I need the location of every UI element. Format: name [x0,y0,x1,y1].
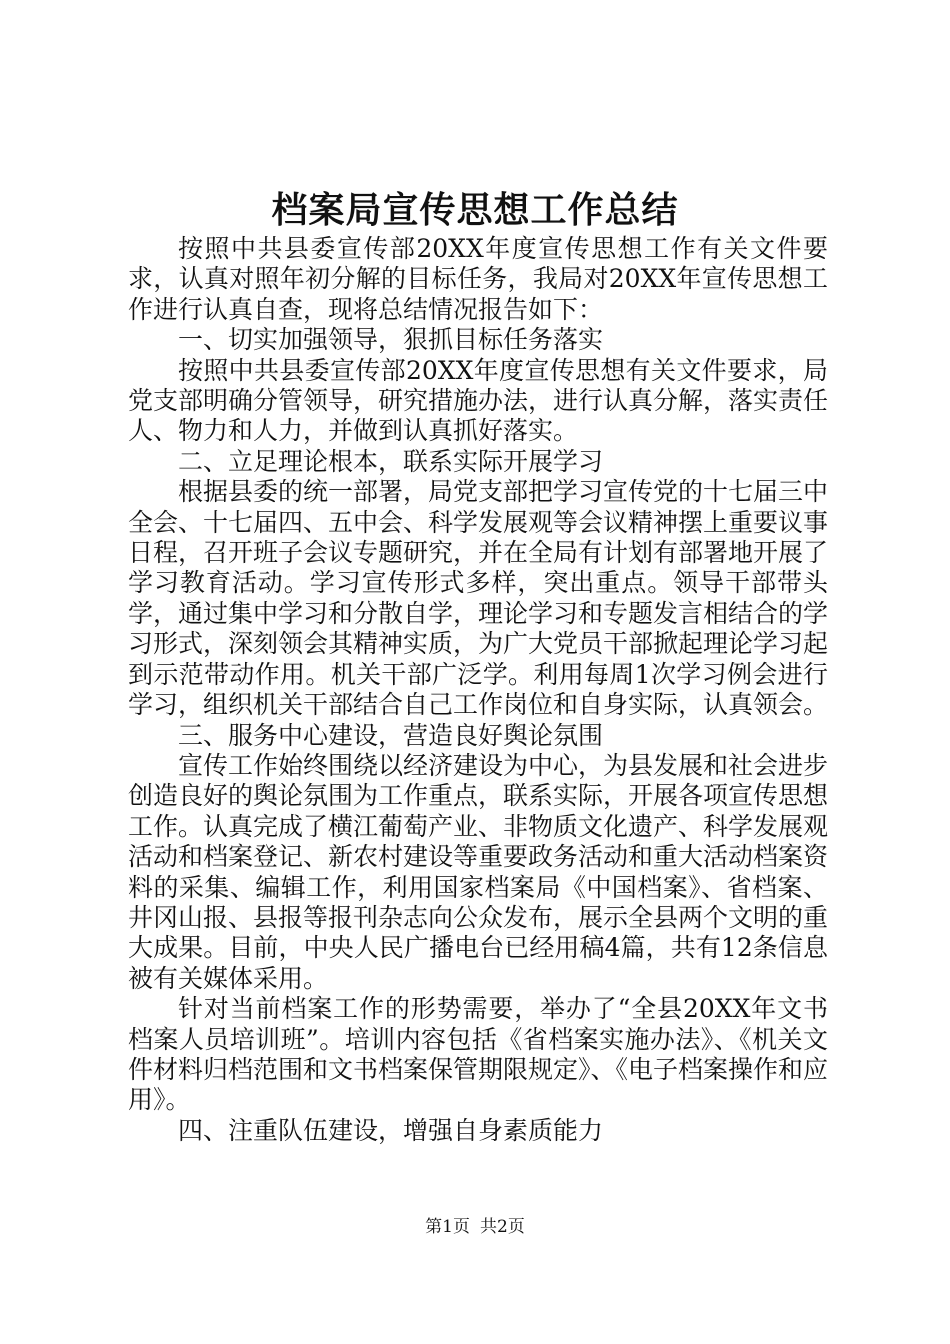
page-number-current: 第1页 [425,1217,470,1237]
document-body [128,234,828,1146]
section-paragraph-1: 按照中共县委宣传部20XX年度宣传思想有关文件要求，局党支部明确分管领导，研究措施办法，进行认真分解，落实责任人、物力和人力，并做到认真抓好落实。 [128,355,829,446]
section-heading-4: 四、注重队伍建设，增强自身素质能力 [178,1115,604,1145]
section-heading-2: 二、立足理论根本，联系实际开展学习 [178,446,604,476]
section-heading-3: 三、服务中心建设，营造良好舆论氛围 [178,720,604,750]
section-heading-1: 一、切实加强领导，狠抓目标任务落实 [178,325,604,355]
section-paragraph-3b: 针对当前档案工作的形势需要，举办了“全县20XX年文书档案人员培训班”。培训内容包括《省档案实施办法》、《机关文件材料归档范围和文书档案保管期限规定》、《电子档案操作和应用》。 [128,994,829,1115]
page-number-total: 共2页 [480,1217,525,1237]
section-paragraph-2: 根据县委的统一部署，局党支部把学习宣传党的十七届三中全会、十七届四、五中会、科学发展观等会议精神摆上重要议事日程，召开班子会议专题研究，并在全局有计划有部署地开展了学习教育活动。学习宣传形式多样，突出重点。领导干部带头学，通过集中学习和分散自学，理论学习和专题发言相结合的学习形式，深刻领会其精神实质，为广大党员干部掀起理论学习起到示范带动作用。机关干部广泛学。利用每周1次学习例会进行学习，组织机关干部结合自己工作岗位和自身实际，认真领会。 [128,477,829,720]
document-title: 档案局宣传思想工作总结 [271,189,679,231]
section-paragraph-3: 宣传工作始终围绕以经济建设为中心，为县发展和社会进步创造良好的舆论氛围为工作重点，联系实际，开展各项宣传思想工作。认真完成了横江葡萄产业、非物质文化遗产、科学发展观活动和档案登记、新农村建设等重要政务活动和重大活动档案资料的采集、编辑工作，利用国家档案局《中国档案》、省档案、井冈山报、县报等报刊杂志向公众发布，展示全县两个文明的重大成果。目前，中央人民广播电台已经用稿4篇，共有12条信息被有关媒体采用。 [128,750,829,993]
intro-paragraph: 按照中共县委宣传部20XX年度宣传思想工作有关文件要求，认真对照年初分解的目标任务，我局对20XX年宣传思想工作进行认真自查，现将总结情况报告如下： [128,234,828,324]
page-footer [0,1216,950,1238]
